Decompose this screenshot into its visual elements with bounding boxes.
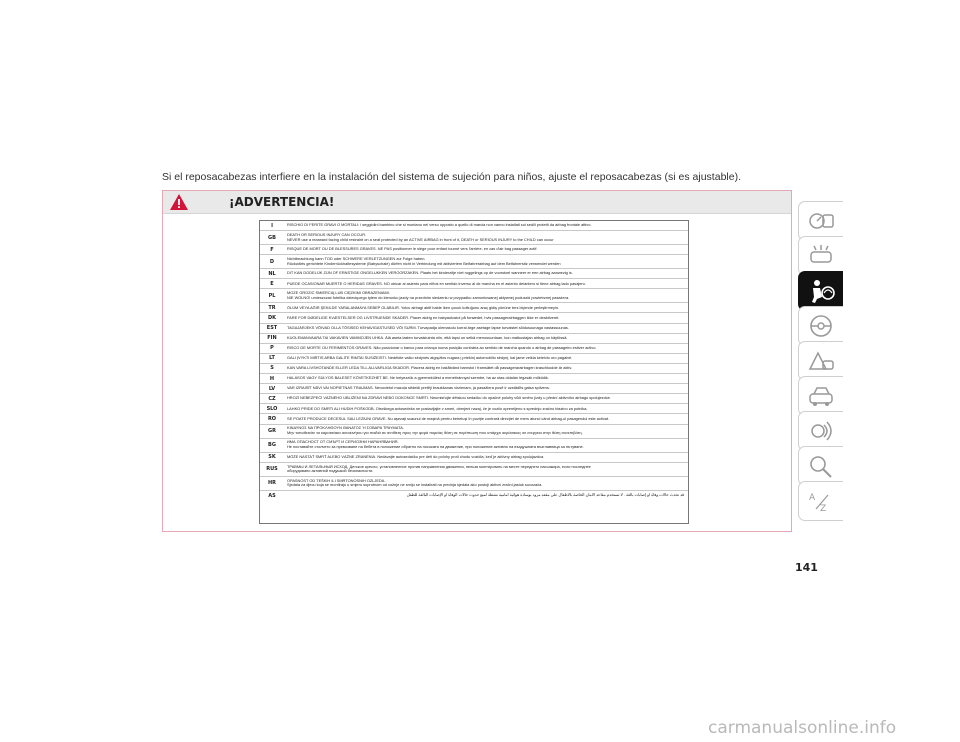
airbag-warning-label-sheet [259,220,689,524]
warning-text: DEATH OR SERIOUS INJURY CAN OCCUR. NEVER use a rearward facing child restraint on a seat protected by an ACTIVE AIRBAG in front of it, DEATH or SERIOUS INJURY to the CHILD can occur [287,233,554,242]
language-code: LV [268,385,276,392]
label-row [260,477,688,491]
label-row [260,221,688,231]
warning-triangle-icon [169,193,189,211]
svg-text:Z: Z [820,504,827,514]
language-code: FIN [267,335,277,342]
language-code: E [270,280,274,287]
dashboard-icon [806,207,836,235]
language-code: S [270,365,274,372]
warning-text: RISCHIO DI FERITE GRAVI O MORTALI: i seggiolini bambino che si montano nel verso opposto a quello di marcia non vanno installati sui sedili protetti da airbag frontale attivo. [287,223,592,228]
steering-wheel-icon [806,312,836,340]
language-code: SLO [266,405,278,412]
label-row [260,439,688,453]
label-row [260,354,688,364]
warning-text: ÖLÜM VEYA AĞIR ŞEKİLDE YARALANMAYA SEBEP OLABİLİR. Yolcu airbagi aktif halde iken çocuk koltuğunu araç gidiş yönüne ters biçimde yerleştirmeyin. [287,305,560,310]
warning-text: TAGAJÄRJEKS VÕIVAD OLLA TÕSISED KEHAVIGASTUSED VÕI SURM. Turvapadja olemasolu korral ärge asetage lapse turvaistet sõidusuunaga vastassuunas. [287,325,569,330]
language-code: PL [268,292,276,299]
language-code: HR [267,480,277,487]
label-row [260,384,688,394]
warning-text: RISQUE DE MORT OU DE BLESSURES GRAVES. NE PAS positionner le siège pour enfant tourné vers l'arrière, en cas d'air bag passager actif. [287,247,538,252]
label-row [260,255,688,269]
language-code: GB [268,234,276,241]
page-number: 141 [795,561,818,574]
language-code: D [269,258,275,265]
warning-text: ΚΙΝΔΥΝΟΣ ΝΑ ΠΡΟΚΛΗΘΟΥΝ ΘΑΝΑΤΟΣ Ή ΣΟΒΑΡΑ ΤΡΑΥΜΑΤΑ. Μην τοποθετείτε τα καροτσάκια αυτοκινήτου για παιδιά σε αντίθετη προς την φορά πορείας θέση σε περίπτωση που υπάρχει αερόσακος σε ενεργεια στην θέση συνεπιβάτη. [287,426,583,435]
index-languages-icon [806,487,836,515]
label-row [260,303,688,313]
language-code: P [270,345,274,352]
chapter-tab-4[interactable] [798,341,843,381]
car-service-icon [806,382,836,410]
label-row [260,425,688,439]
language-code: TR [268,304,276,311]
label-row [260,279,688,289]
warning-text: OPASNOST OD TEŠKIH ILI SMRTONOSNIH OZLJEDA. Sjedala za djecu koja se montiraju u smjeru suprotnom od vožnje ne smiju se instalirati na prednja sjedala ako postoji aktivni zračni jastuk suvozača. [287,478,543,488]
language-code: AS [268,492,276,499]
chapter-tab-2[interactable] [798,271,843,311]
label-row [260,364,688,374]
language-code: RO [267,415,277,422]
language-code: F [270,246,274,253]
label-row [260,414,688,424]
road-warning-icon [806,347,836,375]
warning-text: SE POATE PRODUCE DECESUL SAU LEZIUNI GRAVE. Nu aşezaţi scaunul de maşină pentru bebeluşi în poziţie contrară direcţiei de mers atunci când airbag-ul pasagerului este activat. [287,416,610,421]
multimedia-icon [806,417,836,445]
warning-text: ИМА ОПАСНОСТ ОТ СМЪРТ И СЕРИОЗНИ НАРАНЯВАНИЯ. Не поставяйте столчето за превозване на бебета в положение обратно на посоката на движение, при положение активно на въздушната възглавница за пътуване. [287,440,584,449]
warning-text: MOŻE GROZIĆ ŚMIERCIĄ LUB CIĘŻKIMI OBRAŻENIAMI. NIE WOLNO! umieszczać fotelika dziecięcego tyłem do kierunku jazdy na przednim siedzeniu w przypadku zamontowanej aktywnej poduszki powietrznej pasażera. [287,291,570,300]
warning-text: FARE FOR DØDELIGE KVÆSTELSER OG LIVSTRUENDE SKADER. Placer aldrig en babyautostol på forsædet, hvis passagerairbaggen ikke er deaktiveret. [287,315,560,320]
language-code: LT [269,355,275,362]
warning-text: GALI ĮVYKTI MIRTIS ARBA GALITE RIMTAI SUSIŽEISTI. Nedėkite vaiko sėdynės atgręžtos nugara į priekinį automobilio sėdynį, kai jame veikia keleivio oro pagalvė. [287,356,573,361]
chapter-tab-7[interactable] [798,446,843,486]
language-code: BG [268,442,276,448]
language-code: GR [268,428,276,434]
warning-header [163,191,791,214]
chapter-tab-3[interactable] [798,306,843,346]
warning-text: ТРАВМЫ И ЛЕТАЛЬНЫЙ ИСХОД. Детское кресло, установленное против направления движения, нельзя монтировать на месте переднего пассажира, если последнее оборудовано активной подушкой безопасности. [287,464,591,474]
label-row [260,313,688,323]
watermark: carmanualsonline.info [708,718,897,738]
label-row [260,289,688,303]
warning-text: KUOLEMANVAARA TAI VAKAVIEN VAMMOJEN UHKA. Älä aseta lasten turvaistuinta niin, että lapsi on selkä menosuuntaan, kun matkustajan airbag on käytössä. [287,335,568,340]
language-code: CZ [268,395,276,402]
warning-text: قد تحدث حالات وفاة أو إصابات بالغة . لا تستخدم مقاعد الأمان الخاصة بالأطفال على مقعد مزود بوسادة هوائية أمامية نشطة لمنع حدوث حالات الوفاة أو الإصابات البالغة للطفل [406,493,684,498]
language-code: DK [267,315,277,322]
language-code: SK [268,454,276,461]
chapter-tab-1[interactable] [798,236,843,276]
warning-box [162,190,792,532]
label-row [260,463,688,477]
label-row [260,245,688,255]
warning-text: Nichtbeachtung kann TOD oder SCHWERE VERLETZUNGEN zur Folge haben. Rückwärts gerichtete Kinderrückhaltesysteme (Babyschale) dürfen nicht in Verbindung mit aktiviertem Beifahrerairbag auf dem Beifahrersitz verwendet werden [287,257,561,266]
label-row [260,231,688,245]
chapter-tab-0[interactable] [798,201,843,241]
svg-text:A: A [809,493,816,503]
label-row [260,334,688,344]
label-row [260,491,688,501]
label-row [260,324,688,334]
warning-text: MÔŽE NASTAŤ SMRŤ ALEBO VÁŽNE ZRANENIA. Nedávajte autosedačku pre deti do polohy proti chodu vozidla, keď je aktívny airbag spolujazdca. [287,454,545,459]
warning-title: ¡ADVERTENCIA! [229,195,335,209]
airbag-safety-icon [806,277,836,305]
label-row [260,453,688,463]
search-magnifier-icon [806,452,836,480]
chapter-tab-6[interactable] [798,411,843,451]
warning-text: RISCO DE MORTE OU FERIMENTOS GRAVES. Não posicionar o banco para criança numa posição contrária ao sentido de marcha quando o airbag de passageiro estiver activo. [287,346,597,350]
warning-text: VAR IZRAISĪT NĀVI VAI NOPIETNAS TRAUMAS. Nenovietot mazuļa sēdekli pretēji braukšanas virzienam, ja pasažiera pusē ir uzstādīts gaisa spilvens. [287,386,550,391]
car-warning-lights-icon [806,242,836,270]
label-row [260,404,688,414]
language-code: NL [268,270,276,277]
warning-text: PUEDE OCASIONAR MUERTE O HERIDAS GRAVES. NO ubicar al asiento para niños en sentido inverso al de marcha en el asiento delantero si tiene airbag lado pasajero. [287,281,586,286]
label-row [260,269,688,279]
language-code: I [271,222,273,229]
label-row [260,394,688,404]
warning-text: KAN VARA LIVSHOTANDE ELLER LEDA TILL ALLVARLIGA SKADOR. Placera aldrig en bakåtvänd barnstol i framsätet då passagerarairbagen kraschkudde är aktiv. [287,366,573,371]
warning-text: HALÁSOS VAGY SÚLYOS BALESET KÖVETKEZHET BE. Ne helyezzük a gyermekülést a menetiránnyal szembe, ha az utas oldalán légzsák működik. [287,376,549,381]
language-code: EST [266,325,278,332]
warning-text: LAHKO PRIDE DO SMRTI ALI HUDIH POŠKODB. Otroškega avtosedeža ne postavljajte v smeri, obrnjeni nazaj, če je vozilo opremljeno s sprednjo zračno blazino za potnika. [287,406,588,411]
chapter-tab-5[interactable] [798,376,843,416]
label-row [260,374,688,384]
warning-text: HROZÍ NEBEZPEČÍ VÁŽNÉHO ÚBLIŽENÍ NA ZDRAVÍ NEBO DOKONCE SMRTI. Neumisťujte dětskou sedačku do opačné polohy vůči směru jízdy u přední aktivního airbagu spolujezdce. [287,396,611,401]
warning-text: DIT KAN DODELIJK ZIJN OF ERNSTIGE ONGELUKKEN VEROORZAKEN. Plaats het kinderzitje niet ruggelings op de voorstoel wanneer er een airbag aanwezig is. [287,271,573,276]
language-code: H [269,375,275,382]
language-code: RUS [266,466,278,473]
chapter-tab-8[interactable] [798,481,843,521]
label-row [260,344,688,354]
intro-paragraph: Si el reposacabezas interfiere en la instalación del sistema de sujeción para niños, ajuste el reposacabezas (si es ajustable). [162,171,741,183]
